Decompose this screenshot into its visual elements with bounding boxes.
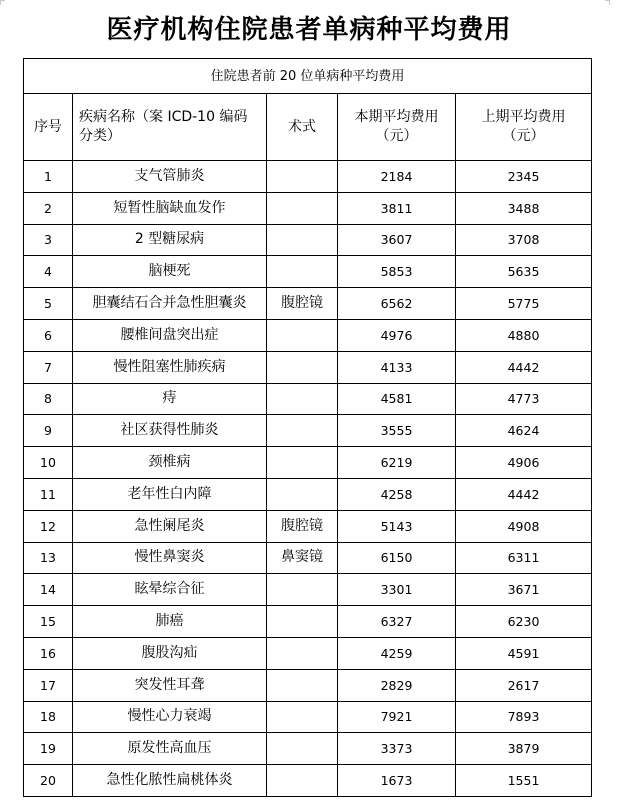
table-row xyxy=(24,542,592,574)
row-previous-cost: 4624 xyxy=(456,415,592,447)
row-previous-cost: 2345 xyxy=(456,161,592,193)
table-row xyxy=(24,478,592,510)
row-current-cost: 3373 xyxy=(338,733,456,765)
row-current-cost: 1673 xyxy=(338,765,456,797)
row-current-cost: 3555 xyxy=(338,415,456,447)
row-disease-name: 原发性高血压 xyxy=(73,733,267,765)
row-current-cost: 4259 xyxy=(338,637,456,669)
table-row xyxy=(24,256,592,288)
page-title: 医疗机构住院患者单病种平均费用 xyxy=(106,15,512,45)
row-no: 8 xyxy=(24,383,73,415)
row-previous-cost: 4906 xyxy=(456,447,592,479)
table-row xyxy=(24,669,592,701)
row-previous-cost: 3488 xyxy=(456,192,592,224)
table-row xyxy=(24,288,592,320)
row-surgery: 腹腔镜 xyxy=(267,510,338,542)
row-current-cost: 4258 xyxy=(338,478,456,510)
row-current-cost: 2184 xyxy=(338,161,456,193)
table-row xyxy=(24,765,592,797)
row-disease-name: 腹股沟疝 xyxy=(73,637,267,669)
row-no: 11 xyxy=(24,478,73,510)
row-previous-cost: 4773 xyxy=(456,383,592,415)
row-previous-cost: 5635 xyxy=(456,256,592,288)
row-surgery xyxy=(267,574,338,606)
row-disease-name: 胆囊结石合并急性胆囊炎 xyxy=(73,288,267,320)
table-row xyxy=(24,383,592,415)
row-previous-cost: 7893 xyxy=(456,701,592,733)
row-disease-name: 腰椎间盘突出症 xyxy=(73,319,267,351)
row-surgery xyxy=(267,478,338,510)
row-disease-name: 2 型糖尿病 xyxy=(73,224,267,256)
table-subtitle: 住院患者前 20 位单病种平均费用 xyxy=(24,59,592,94)
table-subtitle-row xyxy=(24,59,592,94)
header-previous-cost: 上期平均费用（元） xyxy=(456,94,592,161)
row-surgery xyxy=(267,606,338,638)
row-disease-name: 慢性阻塞性肺疾病 xyxy=(73,351,267,383)
row-surgery xyxy=(267,733,338,765)
cost-table xyxy=(23,58,592,797)
row-no: 19 xyxy=(24,733,73,765)
table-row xyxy=(24,415,592,447)
row-previous-cost: 6311 xyxy=(456,542,592,574)
row-previous-cost: 6230 xyxy=(456,606,592,638)
row-surgery xyxy=(267,383,338,415)
row-previous-cost: 3879 xyxy=(456,733,592,765)
table-row xyxy=(24,447,592,479)
header-current-cost: 本期平均费用（元） xyxy=(338,94,456,161)
row-disease-name: 急性化脓性扁桃体炎 xyxy=(73,765,267,797)
header-no: 序号 xyxy=(24,94,73,161)
row-current-cost: 4133 xyxy=(338,351,456,383)
row-no: 12 xyxy=(24,510,73,542)
row-no: 5 xyxy=(24,288,73,320)
row-disease-name: 急性阑尾炎 xyxy=(73,510,267,542)
row-disease-name: 眩晕综合征 xyxy=(73,574,267,606)
row-surgery xyxy=(267,319,338,351)
row-current-cost: 5853 xyxy=(338,256,456,288)
table-row xyxy=(24,701,592,733)
table-row xyxy=(24,637,592,669)
row-previous-cost: 1551 xyxy=(456,765,592,797)
table-row xyxy=(24,224,592,256)
row-surgery xyxy=(267,765,338,797)
row-no: 18 xyxy=(24,701,73,733)
row-current-cost: 4581 xyxy=(338,383,456,415)
row-surgery xyxy=(267,669,338,701)
row-disease-name: 痔 xyxy=(73,383,267,415)
page-corner-mark-right xyxy=(605,0,610,5)
row-current-cost: 6219 xyxy=(338,447,456,479)
table-row xyxy=(24,319,592,351)
table-row xyxy=(24,733,592,765)
row-current-cost: 4976 xyxy=(338,319,456,351)
row-surgery xyxy=(267,161,338,193)
row-surgery: 腹腔镜 xyxy=(267,288,338,320)
row-surgery xyxy=(267,447,338,479)
row-previous-cost: 5775 xyxy=(456,288,592,320)
header-disease-name: 疾病名称（案 ICD-10 编码分类） xyxy=(73,94,267,161)
table-row xyxy=(24,574,592,606)
row-disease-name: 颈椎病 xyxy=(73,447,267,479)
row-no: 4 xyxy=(24,256,73,288)
row-no: 13 xyxy=(24,542,73,574)
row-current-cost: 3607 xyxy=(338,224,456,256)
page-corner-mark-left xyxy=(0,0,5,5)
row-no: 3 xyxy=(24,224,73,256)
table-row xyxy=(24,510,592,542)
row-no: 16 xyxy=(24,637,73,669)
row-disease-name: 支气管肺炎 xyxy=(73,161,267,193)
row-previous-cost: 4908 xyxy=(456,510,592,542)
table-header-row xyxy=(24,94,592,161)
row-current-cost: 6150 xyxy=(338,542,456,574)
row-no: 2 xyxy=(24,192,73,224)
row-previous-cost: 4442 xyxy=(456,351,592,383)
row-current-cost: 2829 xyxy=(338,669,456,701)
row-previous-cost: 2617 xyxy=(456,669,592,701)
table-row xyxy=(24,351,592,383)
row-no: 6 xyxy=(24,319,73,351)
row-no: 9 xyxy=(24,415,73,447)
row-disease-name: 老年性白内障 xyxy=(73,478,267,510)
table-row xyxy=(24,192,592,224)
row-previous-cost: 3671 xyxy=(456,574,592,606)
row-surgery xyxy=(267,256,338,288)
table-row xyxy=(24,161,592,193)
row-no: 14 xyxy=(24,574,73,606)
row-disease-name: 社区获得性肺炎 xyxy=(73,415,267,447)
row-previous-cost: 4442 xyxy=(456,478,592,510)
row-disease-name: 短暂性脑缺血发作 xyxy=(73,192,267,224)
row-surgery xyxy=(267,415,338,447)
row-disease-name: 慢性心力衰竭 xyxy=(73,701,267,733)
row-disease-name: 慢性鼻窦炎 xyxy=(73,542,267,574)
row-current-cost: 5143 xyxy=(338,510,456,542)
table-row xyxy=(24,606,592,638)
row-previous-cost: 4880 xyxy=(456,319,592,351)
row-disease-name: 脑梗死 xyxy=(73,256,267,288)
row-surgery: 鼻窦镜 xyxy=(267,542,338,574)
row-disease-name: 肺癌 xyxy=(73,606,267,638)
row-surgery xyxy=(267,637,338,669)
header-surgery: 术式 xyxy=(267,94,338,161)
row-surgery xyxy=(267,192,338,224)
row-surgery xyxy=(267,701,338,733)
row-previous-cost: 4591 xyxy=(456,637,592,669)
row-current-cost: 3811 xyxy=(338,192,456,224)
row-no: 20 xyxy=(24,765,73,797)
row-surgery xyxy=(267,351,338,383)
row-no: 10 xyxy=(24,447,73,479)
row-no: 7 xyxy=(24,351,73,383)
row-surgery xyxy=(267,224,338,256)
row-previous-cost: 3708 xyxy=(456,224,592,256)
row-current-cost: 3301 xyxy=(338,574,456,606)
row-current-cost: 6327 xyxy=(338,606,456,638)
row-no: 15 xyxy=(24,606,73,638)
row-current-cost: 6562 xyxy=(338,288,456,320)
row-disease-name: 突发性耳聋 xyxy=(73,669,267,701)
row-no: 1 xyxy=(24,161,73,193)
row-no: 17 xyxy=(24,669,73,701)
row-current-cost: 7921 xyxy=(338,701,456,733)
